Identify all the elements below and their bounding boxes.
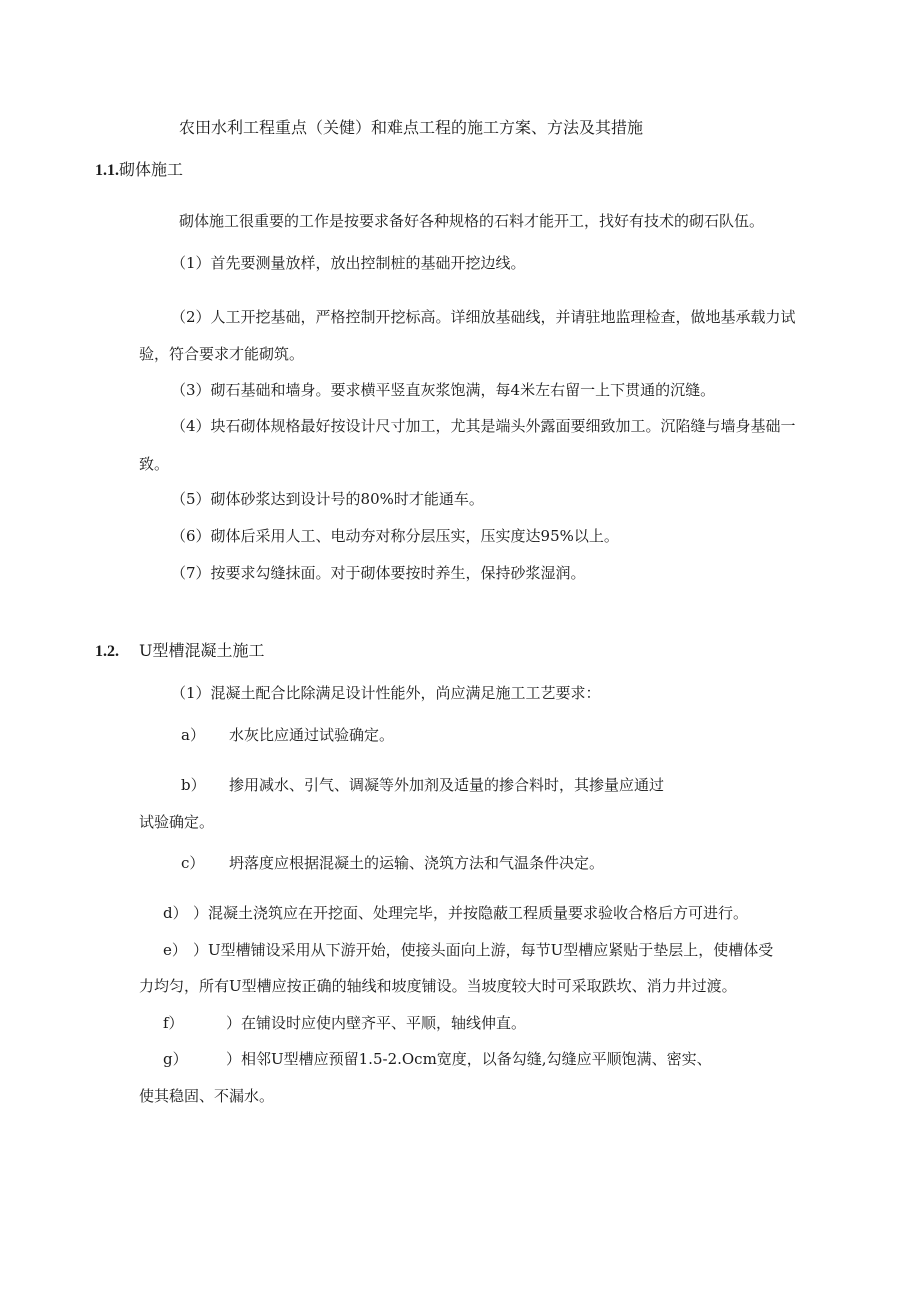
sub-item-text: 水灰比应通过试验确定。 [229, 726, 395, 744]
section-title-2: U型槽混凝土施工 [139, 641, 265, 660]
sub-item-label: g） [163, 1050, 188, 1068]
sub-item-label: c） [181, 854, 205, 872]
list-item: （1）混凝土配合比除满足设计性能外，尚应满足施工工艺要求： [171, 684, 601, 702]
paragraph-intro: 砌体施工很重要的工作是按要求备好各种规格的石料才能开工，找好有技术的砌石队伍。 [179, 212, 765, 230]
document-title: 农田水利工程重点（关健）和难点工程的施工方案、方法及其措施 [179, 118, 644, 137]
list-item: （4）块石砌体规格最好按设计尺寸加工，尤其是端头外露面要细致加工。沉陷缝与墙身基础一 [171, 417, 796, 435]
list-item: （1）首先要测量放样，放出控制桩的基础开挖边线。 [171, 254, 526, 272]
sub-item-continuation: 试验确定。 [139, 813, 215, 831]
section-number-2: 1.2. [95, 643, 119, 660]
sub-item-text: 坍落度应根据混凝土的运输、浇筑方法和气温条件决定。 [229, 854, 605, 872]
sub-item-continuation: 力均匀，所有U型槽应按正确的轴线和坡度铺设。当坡度较大时可采取跌坎、消力井过渡。 [139, 977, 737, 995]
sub-item-text: 掺用减水、引气、调凝等外加剂及适量的掺合料时，其掺量应通过 [229, 776, 665, 794]
sub-item-label: d） [163, 904, 188, 922]
sub-item-text: ）U型槽铺设采用从下游开始，使接头面向上游，每节U型槽应紧贴于垫层上，使槽体受 [193, 941, 774, 959]
sub-item-label: f） [163, 1014, 184, 1032]
list-item: （2）人工开挖基础，严格控制开挖标高。详细放基础线，并请驻地监理检查，做地基承载力试 [171, 308, 796, 326]
list-item: （5）砌体砂浆达到设计号的80%时才能通车。 [171, 490, 484, 508]
list-item: （6）砌体后采用人工、电动夯对称分层压实，压实度达95%以上。 [171, 527, 619, 545]
sub-item-text: ）相邻U型槽应预留1.5-2.Ocm宽度，以备勾缝,勾缝应平顺饱满、密实、 [226, 1050, 712, 1068]
list-item: （3）砌石基础和墙身。要求横平竖直灰浆饱满，每4米左右留一上下贯通的沉缝。 [171, 381, 716, 399]
sub-item-label: e） [163, 941, 187, 959]
list-item-continuation: 致。 [139, 455, 170, 473]
section-heading-2 [95, 641, 265, 662]
sub-item-text: ）混凝土浇筑应在开挖面、处理完毕，并按隐蔽工程质量要求验收合格后方可进行。 [193, 904, 749, 922]
list-item: （7）按要求勾缝抹面。对于砌体要按时养生，保持砂浆湿润。 [171, 564, 586, 582]
section-heading-1 [95, 160, 183, 181]
sub-item-label: a） [181, 726, 205, 744]
sub-item-continuation: 使其稳固、不漏水。 [139, 1087, 275, 1105]
list-item-continuation: 验，符合要求才能砌筑。 [139, 345, 305, 363]
sub-item-label: b） [181, 776, 206, 794]
section-title-1: 砌体施工 [119, 160, 184, 179]
section-number-1: 1.1. [95, 162, 119, 179]
sub-item-text: ）在铺设时应使内壁齐平、平顺，轴线伸直。 [226, 1014, 527, 1032]
